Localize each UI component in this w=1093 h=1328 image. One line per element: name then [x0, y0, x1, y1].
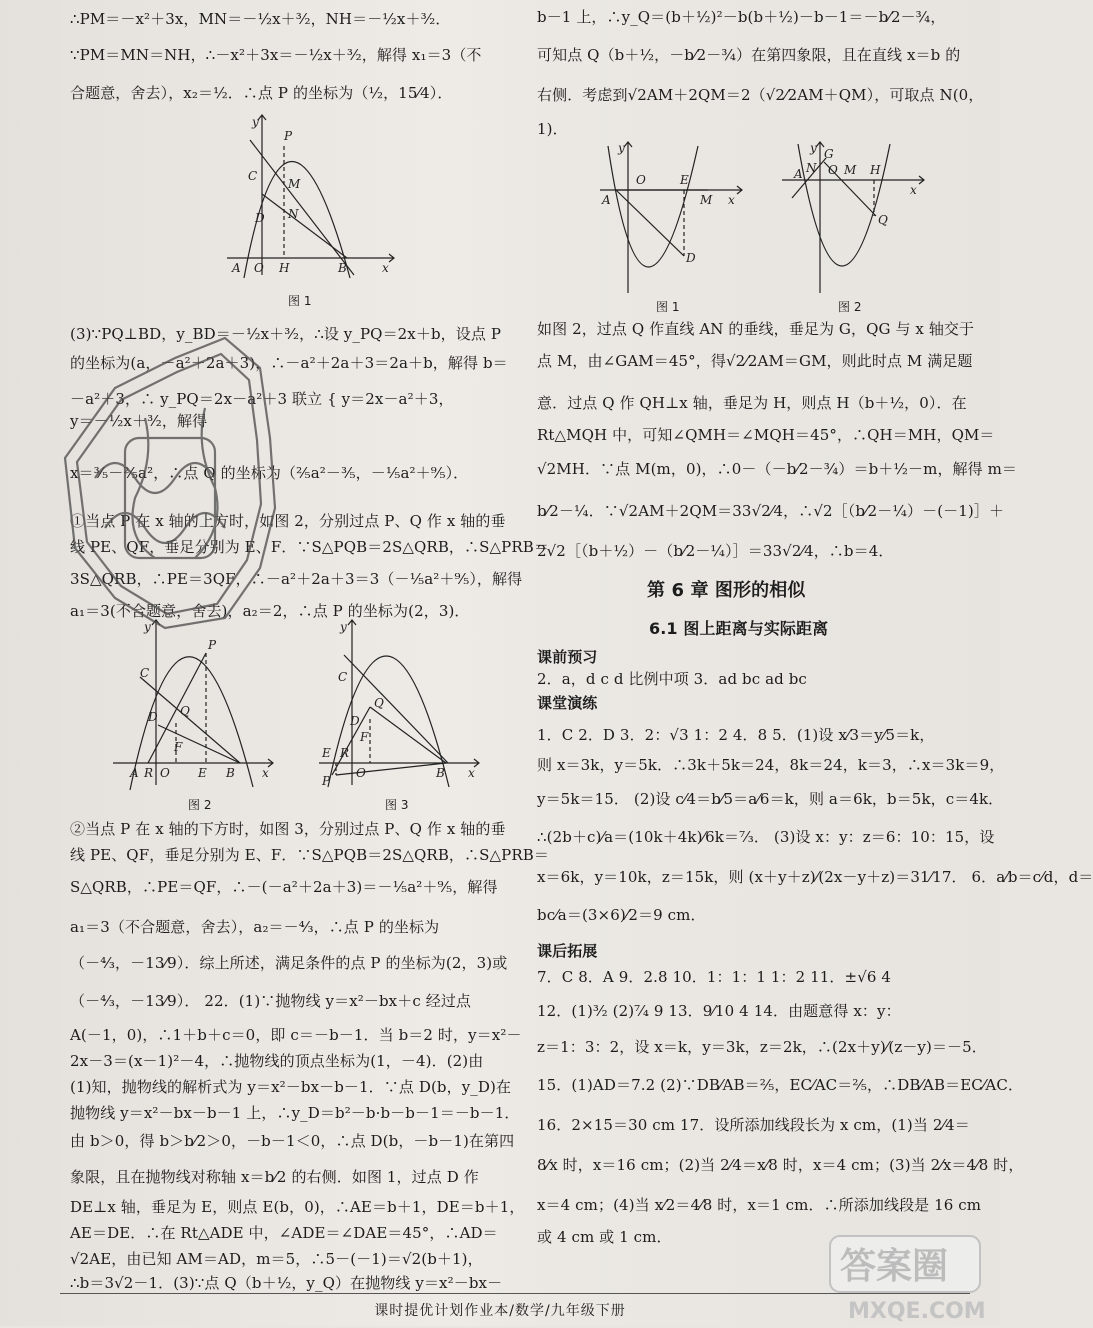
svg-text:x: x [468, 766, 475, 780]
text-line: 点 M，由∠GAM＝45°，得√2⁄2AM＝GM，则此时点 M 满足题 [537, 352, 973, 370]
svg-text:P: P [322, 774, 331, 788]
text-line: a₁＝3(不合题意，舍去)，a₂＝2，∴点 P 的坐标为(2，3)． [70, 602, 470, 620]
figure-caption: 图 2 [838, 300, 862, 314]
svg-text:O: O [636, 173, 646, 187]
text-line: √2AE，由已知 AM＝AD，m＝5，∴5－(－1)＝√2(b＋1)， [70, 1250, 483, 1268]
svg-text:F: F [174, 740, 183, 754]
text-line: ∴(2b＋c)⁄a＝(10k＋4k)⁄6k＝⁷⁄₃． (3)设 x：y：z＝6：10：15，设 [537, 828, 995, 846]
svg-text:G: G [824, 147, 834, 161]
text-line: 12．(1)³⁄₂ (2)⁷⁄₄ 9 13．9⁄10 4 14．由题意得 x：y： [537, 1002, 901, 1020]
text-line: 由 b＞0，得 b＞b⁄2＞0，－b－1＜0，∴点 D(b，－b－1)在第四 [70, 1132, 515, 1150]
svg-text:y: y [340, 620, 347, 634]
text-line: 7．C 8．A 9．2.8 10．1：1：1 1：2 11．±√6 4 [537, 968, 892, 986]
text-line: a₁＝3（不合题意，舍去），a₂＝－⁴⁄₃，∴点 P 的坐标为 [70, 918, 440, 936]
text-line: ∴b＝3√2－1．(3)∵点 Q（b＋½，y_Q）在抛物线 y＝x²－bx－ [70, 1274, 503, 1292]
watermark-text: 答案圈 [840, 1246, 949, 1287]
svg-text:C: C [248, 169, 258, 183]
svg-text:C: C [140, 666, 150, 680]
text-line: 2√2［（b＋½）－（b⁄2－¼）］＝33√2⁄4，∴b＝4． [537, 542, 894, 560]
text-line: x＝⅗－⅖a²，∴点 Q 的坐标为（⅖a²－⅗，－⅕a²＋⁹⁄₅）． [70, 464, 469, 482]
svg-text:x: x [262, 766, 269, 780]
svg-text:Q: Q [374, 696, 384, 710]
text-line: 右侧．考虑到√2AM＋2QM＝2（√2⁄2AM＋QM），可取点 N(0， [537, 86, 984, 104]
figure-caption: 图 1 [656, 300, 680, 314]
figure-right-2 [778, 138, 928, 302]
text-line: 8⁄x 时，x＝16 cm；(2)当 2⁄4＝x⁄8 时，x＝4 cm；(3)当 2⁄x＝4⁄8 时， [537, 1156, 1024, 1174]
text-line: 3S△QRB，∴PE＝3QF，∴－a²＋2a＋3＝3（－⅕a²＋⁹⁄₅），解得 [70, 570, 523, 588]
svg-text:H: H [870, 163, 881, 177]
svg-text:y: y [144, 620, 151, 634]
text-line: b－1 上，∴y_Q＝(b＋½)²－b(b＋½)－b－1＝－b⁄2－¾， [537, 8, 946, 26]
figure-left-2 [108, 615, 278, 799]
svg-text:A: A [794, 167, 803, 181]
text-line: 则 x＝3k，y＝5k．∴3k＋5k＝24，8k＝24，k＝3，∴x＝3k＝9， [537, 756, 1005, 774]
text-line: A(－1，0)，∴1＋b＋c＝0，即 c＝－b－1．当 b＝2 时，y＝x²－ [70, 1026, 522, 1044]
footer-divider [60, 1293, 970, 1294]
text-line: x＝4 cm；(4)当 x⁄2＝4⁄8 时，x＝1 cm．∴所添加线段是 16 cm [537, 1196, 982, 1214]
svg-text:E: E [680, 173, 689, 187]
page-footer: 课时提优计划作业本/数学/九年级下册 [374, 1303, 626, 1319]
figure-right-1 [596, 138, 746, 302]
figure-left-1 [222, 110, 402, 284]
text-line: ②当点 P 在 x 轴的下方时，如图 3，分别过点 P、Q 作 x 轴的垂 [70, 820, 506, 838]
text-line: 线 PE、QF，垂足分别为 E、F．∵S△PQB＝2S△QRB，∴S△PRB＝ [70, 846, 549, 864]
text-line: 线 PE、QF，垂足分别为 E、F．∵S△PQB＝2S△QRB，∴S△PRB＝ [70, 538, 549, 556]
svg-text:O: O [356, 766, 366, 780]
text-line: (3)∵PQ⊥BD，y_BD＝－½x＋³⁄₂，∴设 y_PQ＝2x＋b，设点 P [70, 325, 502, 343]
figure-caption: 图 1 [288, 294, 312, 308]
svg-text:Q: Q [180, 704, 190, 718]
section-heading-class: 课堂演练 [537, 694, 598, 712]
text-line: 的坐标为(a，－a²＋2a＋3)，∴－a²＋2a＋3＝2a＋b，解得 b＝ [70, 354, 508, 372]
svg-text:E: E [322, 746, 331, 760]
svg-text:B: B [226, 766, 235, 780]
svg-text:x: x [910, 183, 917, 197]
svg-text:D: D [255, 211, 265, 225]
text-line: z＝1：3：2，设 x＝k，y＝3k，z＝2k，∴(2x＋y)⁄(z－y)＝－5． [537, 1038, 987, 1056]
svg-text:C: C [338, 670, 348, 684]
text-line: ∴PM＝－x²＋3x，MN＝－½x＋³⁄₂，NH＝－½x＋³⁄₂． [70, 10, 451, 28]
text-line: 2x－3＝(x－1)²－4，∴抛物线的顶点坐标为(1，－4)．(2)由 [70, 1052, 484, 1070]
svg-text:A: A [602, 193, 611, 207]
svg-text:F: F [360, 730, 369, 744]
text-line: 16．2×15＝30 cm 17．设所添加线段长为 x cm，(1)当 2⁄4＝ [537, 1116, 970, 1134]
text-line: 象限，且在抛物线对称轴 x＝b⁄2 的右侧．如图 1，过点 D 作 [70, 1168, 479, 1186]
text-line: 1)． [537, 120, 568, 138]
text-line: x＝6k，y＝10k，z＝15k，则 (x＋y＋z)⁄(2x－y＋z)＝31⁄17． 6．a⁄b＝c⁄d，d＝ [537, 868, 1093, 886]
text-line: 可知点 Q（b＋½，－b⁄2－¾）在第四象限，且在直线 x＝b 的 [537, 46, 961, 64]
svg-text:P: P [284, 129, 293, 143]
svg-text:y: y [252, 115, 259, 129]
text-line: ①当点 P 在 x 轴的上方时，如图 2，分别过点 P、Q 作 x 轴的垂 [70, 512, 506, 530]
text-line: DE⊥x 轴，垂足为 E，则点 E(b，0)，∴AE＝b＋1，DE＝b＋1， [70, 1198, 525, 1216]
svg-text:B: B [338, 261, 347, 275]
text-line: 抛物线 y＝x²－bx－b－1 上，∴y_D＝b²－b·b－b－1＝－b－1． [70, 1104, 520, 1122]
text-line: 如图 2，过点 Q 作直线 AN 的垂线，垂足为 G，QG 与 x 轴交于 [537, 320, 975, 338]
chapter-title: 第 6 章 图形的相似 [647, 580, 806, 601]
section-heading-preview: 课前预习 [537, 648, 598, 666]
svg-text:Q: Q [878, 213, 888, 227]
svg-text:A: A [130, 766, 139, 780]
svg-text:O: O [160, 766, 170, 780]
svg-text:N: N [288, 207, 299, 221]
svg-text:D: D [148, 710, 158, 724]
section-heading-after: 课后拓展 [537, 942, 598, 960]
svg-text:y: y [618, 141, 625, 155]
svg-text:O: O [828, 163, 838, 177]
svg-text:E: E [198, 766, 207, 780]
text-line: AE＝DE．∴在 Rt△ADE 中，∠ADE＝∠DAE＝45°，∴AD＝ [70, 1224, 498, 1242]
svg-text:R: R [340, 746, 350, 760]
svg-text:M: M [288, 177, 301, 191]
svg-text:B: B [436, 766, 445, 780]
text-line: ∵PM＝MN＝NH，∴－x²＋3x＝－½x＋³⁄₂，解得 x₁＝3（不 [70, 46, 482, 64]
svg-text:M: M [700, 193, 713, 207]
figure-caption: 图 3 [385, 798, 409, 812]
text-line: 1．C 2．D 3．2：√3 1：2 4．8 5．(1)设 x⁄3＝y⁄5＝k， [537, 726, 935, 744]
text-line: 2．a，d c d 比例中项 3．ad bc ad bc [537, 670, 807, 688]
text-line: y＝5k＝15． (2)设 c⁄4＝b⁄5＝a⁄6＝k，则 a＝6k，b＝5k，c＝4k． [537, 790, 1004, 808]
text-line: （－⁴⁄₃，－13⁄9）． 22．(1)∵抛物线 y＝x²－bx＋c 经过点 [70, 992, 472, 1010]
svg-text:x: x [728, 193, 735, 207]
svg-text:y: y [810, 141, 817, 155]
text-line: y＝－½x＋³⁄₂，解得 [70, 412, 208, 430]
text-line: 合题意，舍去），x₂＝½．∴点 P 的坐标为（½，15⁄4）． [70, 84, 453, 102]
text-line: －a²＋3，∴ y_PQ＝2x－a²＋3 联立 { y＝2x－a²＋3， [70, 390, 454, 408]
svg-text:O: O [254, 261, 264, 275]
svg-text:P: P [208, 638, 217, 652]
svg-text:N: N [806, 161, 817, 175]
svg-text:D: D [686, 251, 696, 265]
svg-text:x: x [382, 261, 389, 275]
text-line: S△QRB，∴PE＝QF，∴－(－a²＋2a＋3)＝－⅕a²＋⁹⁄₅，解得 [70, 878, 498, 896]
svg-text:H: H [279, 261, 290, 275]
text-line: bc⁄a＝(3×6)⁄2＝9 cm． [537, 906, 706, 924]
svg-text:D: D [350, 714, 360, 728]
text-line: b⁄2－¼．∵√2AM＋2QM＝33√2⁄4，∴√2［（b⁄2－¼）－(－1)］＋ [537, 502, 1005, 520]
section-title: 6.1 图上距离与实际距离 [649, 619, 829, 638]
text-line: 15．(1)AD＝7.2 (2)∵DB⁄AB＝⅖，EC⁄AC＝⅖，∴DB⁄AB＝EC⁄AC． [537, 1076, 1024, 1094]
text-line: 或 4 cm 或 1 cm． [537, 1228, 672, 1246]
stamp-overlay [55, 328, 285, 642]
text-line: 意．过点 Q 作 QH⊥x 轴，垂足为 H，则点 H（b＋½，0）．在 [537, 394, 967, 412]
figure-caption: 图 2 [188, 798, 212, 812]
text-line: （－⁴⁄₃，－13⁄9）．综上所述，满足条件的点 P 的坐标为(2，3)或 [70, 954, 508, 972]
text-line: √2MH．∵点 M(m，0)，∴0－（－b⁄2－¾）＝b＋½－m，解得 m＝ [537, 460, 1018, 478]
svg-text:A: A [232, 261, 241, 275]
text-line: Rt△MQH 中，可知∠QMH＝∠MQH＝45°，∴QH＝MH，QM＝ [537, 426, 995, 444]
text-line: (1)知，抛物线的解析式为 y＝x²－bx－b－1．∵点 D(b，y_D)在 [70, 1078, 512, 1096]
figure-left-3 [314, 615, 484, 799]
svg-text:R: R [144, 766, 154, 780]
watermark-url: MXQE.COM [848, 1299, 986, 1324]
svg-text:M: M [844, 163, 857, 177]
